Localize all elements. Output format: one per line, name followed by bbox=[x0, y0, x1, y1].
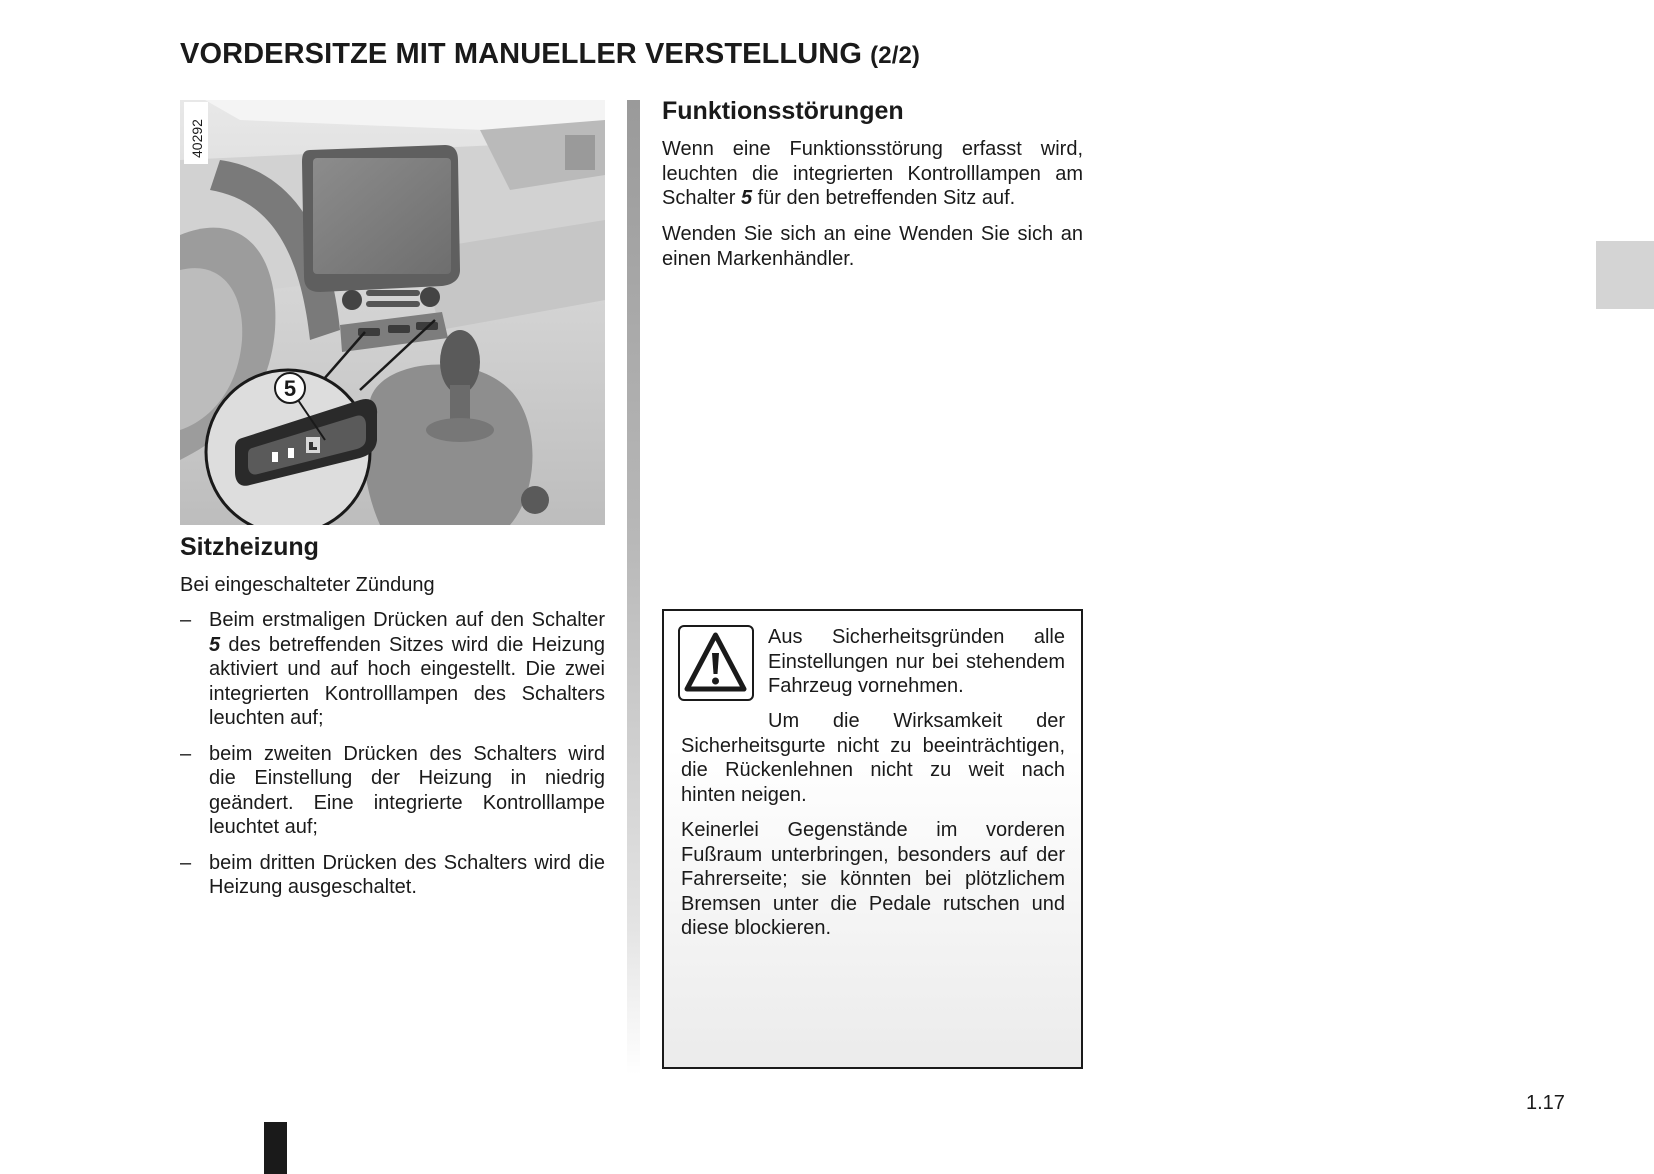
page-number: 1.17 bbox=[1526, 1092, 1565, 1114]
column-divider bbox=[627, 100, 640, 1075]
list-item bbox=[180, 742, 605, 840]
list-item-text: beim zweiten Drücken des Schalters wird die Einstellung der Heizung in niedrig geändert. Eine integrierte Kontrolllampe leuchtet auf; bbox=[209, 742, 605, 838]
list-item-text: beim dritten Drücken des Schalters wird die Heizung ausgeschaltet. bbox=[209, 851, 605, 898]
switch-reference: 5 bbox=[209, 633, 221, 656]
list-item bbox=[180, 608, 605, 731]
sitzheizung-list bbox=[180, 608, 605, 911]
list-dash: – bbox=[180, 742, 192, 765]
dashboard-figure bbox=[180, 100, 605, 525]
callout-number: 5 bbox=[283, 376, 297, 401]
list-item bbox=[180, 851, 605, 900]
dashboard-illustration bbox=[180, 100, 605, 525]
list-dash: – bbox=[180, 609, 192, 631]
list-item-text-before: Beim erstmaligen Drücken auf den Schalter bbox=[209, 609, 605, 631]
page-title bbox=[180, 38, 920, 71]
image-number: 40292 bbox=[189, 119, 205, 158]
list-item-text-after: des betreffenden Sitzes wird die Heizung aktiviert und auf hoch eingestellt. Die zwei integrierten Kontrolllampen des Schalters leuchten auf; bbox=[209, 633, 605, 729]
chapter-tab bbox=[1596, 241, 1654, 309]
paragraph-text-after: für den betreffenden Sitz auf. bbox=[752, 187, 1016, 209]
funktionsstoerungen-heading: Funktionsstörungen bbox=[662, 97, 904, 125]
sitzheizung-heading: Sitzheizung bbox=[180, 533, 319, 561]
page-title-suffix: (2/2) bbox=[870, 42, 921, 69]
switch-reference: 5 bbox=[740, 187, 753, 209]
sitzheizung-intro: Bei eingeschalteter Zündung bbox=[180, 574, 435, 596]
page-title-text: VORDERSITZE MIT MANUELLER VERSTELLUNG bbox=[180, 38, 862, 70]
warning-triangle-icon bbox=[678, 625, 754, 701]
bottom-marker bbox=[264, 1122, 287, 1174]
paragraph-text-before: Wenn eine Funktionsstörung erfasst wird, leuchten die integrierten Kontrolllampen am Schalter bbox=[662, 138, 1083, 209]
funktionsstoerungen-paragraph-1 bbox=[662, 137, 1083, 211]
warning-paragraph-1: Aus Sicherheitsgründen alle Einstellungen nur bei stehendem Fahrzeug vornehmen. bbox=[768, 626, 1065, 697]
warning-paragraph-3: Keinerlei Gegenstände im vorderen Fußraum unterbringen, besonders auf der Fahrerseite; sie könnten bei plötzlichem Bremsen unter die Pedale rutschen und diese blockieren. bbox=[681, 819, 1065, 939]
warning-paragraph-2: Um die Wirksamkeit der Sicherheitsgurte nicht zu beeinträchtigen, die Rückenlehnen nicht zu weit nach hinten neigen. bbox=[681, 710, 1065, 806]
warning-box bbox=[662, 609, 1083, 1069]
funktionsstoerungen-paragraph-2: Wenden Sie sich an eine Wenden Sie sich an einen Markenhändler. bbox=[662, 223, 1083, 270]
list-dash: – bbox=[180, 851, 192, 874]
